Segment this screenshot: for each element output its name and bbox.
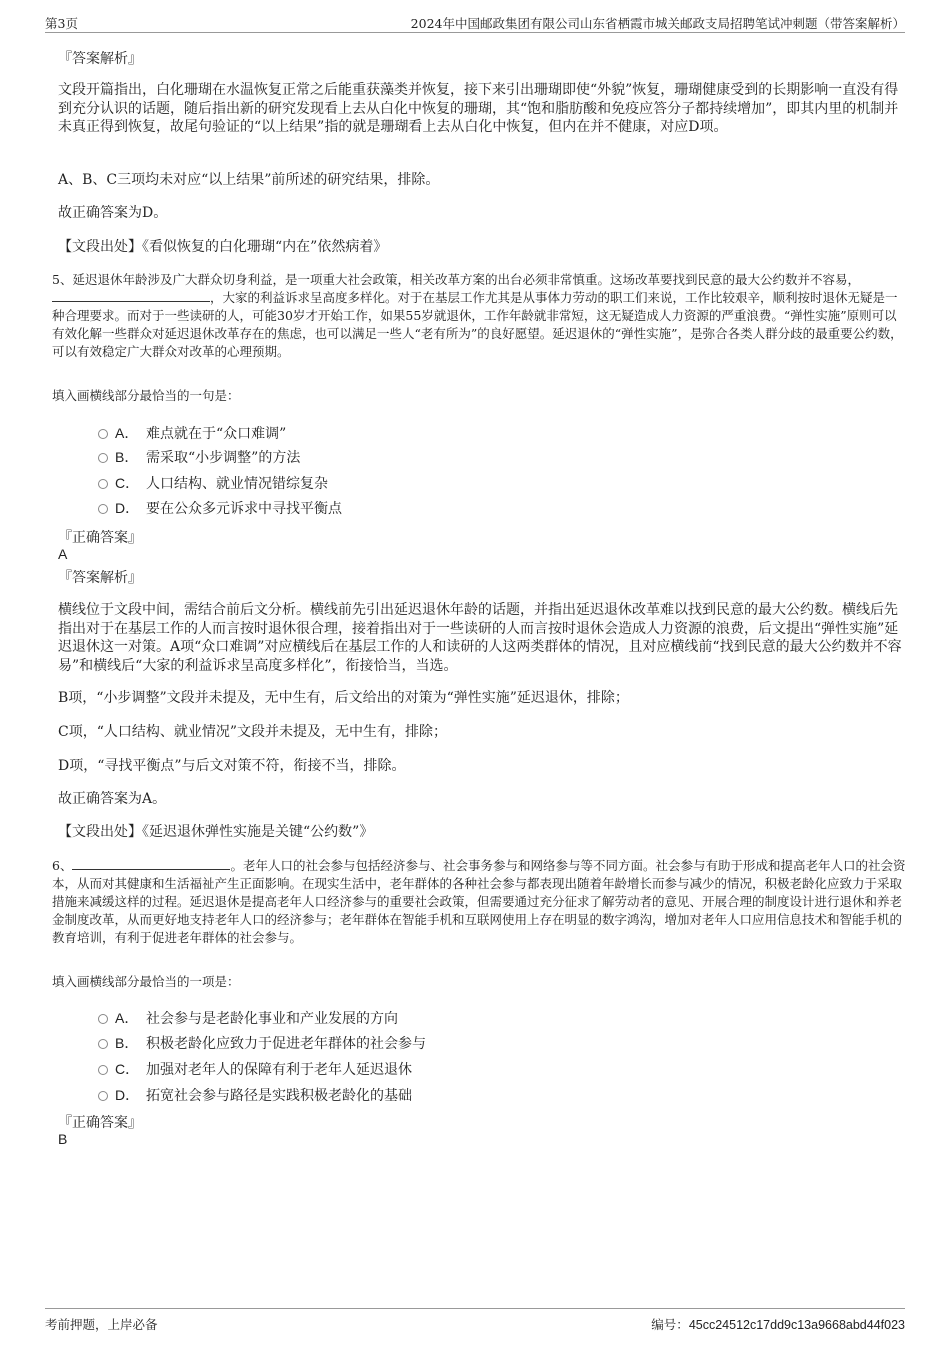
q5-answer: A — [58, 546, 68, 562]
q5-analysis-d: D项，“寻找平衡点”与后文对策不符，衔接不当，排除。 — [58, 758, 406, 774]
option-text: 需采取“小步调整”的方法 — [146, 450, 301, 466]
q5-option-d[interactable] — [98, 498, 342, 518]
q5-prompt: 填入画横线部分最恰当的一句是： — [52, 388, 240, 403]
option-text: 要在公众多元诉求中寻找平衡点 — [146, 501, 342, 517]
q5-option-c[interactable] — [98, 473, 328, 493]
code-label: 编号： — [651, 1317, 689, 1332]
option-text: 积极老龄化应致力于促进老年群体的社会参与 — [146, 1036, 426, 1052]
q6-answer-label: 『正确答案』 — [58, 1115, 142, 1131]
page-number: 第3页 — [45, 16, 78, 31]
option-key: B． — [115, 1035, 139, 1051]
radio-button-icon[interactable] — [98, 1039, 108, 1049]
q5-blank — [52, 289, 210, 302]
q5-analysis-b: B项，“小步调整”文段并未提及，无中生有，后文给出的对策为“弹性实施”延迟退休，排除； — [58, 690, 629, 706]
q5-analysis-main: 横线位于文段中间，需结合前后文分析。横线前先引出延迟退休年龄的话题，并指出延迟退休改革难以找到民意的最大公约数。横线后先指出对于在基层工作的人而言按时退休很合理，接着指出对于一些读研的人而言按时退休会造成人力资源的浪费，后文提出“弹性实施”延迟退休这一对策。A项“众口难调”对应横线后在基层工作的人和读研的人这两类群体的情况，且对应横线前“找到民意的最大公约数并不容易”和横线后“大家的利益诉求呈高度多样化”，衔接恰当，当选。 — [58, 602, 902, 674]
option-key: C． — [115, 1061, 140, 1077]
q5-analysis-c: C项，“人口结构、就业情况”文段并未提及，无中生有，排除； — [58, 724, 448, 740]
radio-button-icon[interactable] — [98, 504, 108, 514]
radio-button-icon[interactable] — [98, 1091, 108, 1101]
footer-slogan: 考前押题，上岸必备 — [45, 1317, 158, 1332]
q4-analysis-label: 『答案解析』 — [58, 51, 142, 67]
q6-option-b[interactable] — [98, 1033, 426, 1053]
q4-conclusion-text: 故正确答案为D。 — [58, 205, 168, 221]
q5-option-b[interactable] — [98, 447, 300, 467]
q6-option-d[interactable] — [98, 1085, 412, 1105]
q5-option-a[interactable] — [98, 423, 286, 443]
q6-option-a[interactable] — [98, 1008, 398, 1028]
q5-stem-part2: ，大家的利益诉求呈高度多样化。对于在基层工作尤其是从事体力劳动的职工们来说，工作比较艰辛，顺利按时退休无疑是一种合理要求。而对于一些读研的人，可能30岁才开始工作，如果55岁就退休，工作年龄就非常短，这无疑造成人力资源的严重浪费。“弹性实施”原则可以有效化解一些群众对延迟退休改革存在的焦虑，也可以满足一些人“老有所为”的良好愿望。延迟退休的“弹性实施”，是弥合各类人群分歧的最重要公约数，可以有效稳定广大群众对改革的心理预期。 — [52, 290, 903, 359]
page-footer — [45, 1308, 905, 1333]
option-text: 社会参与是老龄化事业和产业发展的方向 — [146, 1011, 398, 1027]
radio-button-icon[interactable] — [98, 429, 108, 439]
q5-source: 【文段出处】《延迟退休弹性实施是关键“公约数”》 — [58, 824, 374, 840]
q6-prompt: 填入画横线部分最恰当的一项是： — [52, 974, 240, 989]
option-key: A． — [115, 425, 139, 441]
radio-button-icon[interactable] — [98, 1065, 108, 1075]
option-text: 难点就在于“众口难调” — [146, 426, 287, 442]
q5-answer-label: 『正确答案』 — [58, 530, 142, 546]
q5-stem — [52, 271, 906, 361]
q6-answer: B — [58, 1131, 68, 1147]
q6-stem — [52, 857, 906, 947]
radio-button-icon[interactable] — [98, 479, 108, 489]
q5-conclusion: 故正确答案为A。 — [58, 791, 167, 807]
q4-analysis-text: 文段开篇指出，白化珊瑚在水温恢复正常之后能重获藻类并恢复，接下来引出珊瑚即使“外貌”恢复，珊瑚健康受到的长期影响一直没有得到充分认识的话题，随后指出新的研究发现看上去从白化中恢复的珊瑚，其“饱和脂肪酸和免疫应答分子都持续增加”，即其内里的机制并未真正得到恢复，故尾句验证的“以上结果”指的就是珊瑚看上去从白化中恢复，但内在并不健康，对应D项。 — [58, 82, 899, 135]
option-key: D． — [115, 1087, 140, 1103]
page-header — [45, 12, 905, 33]
document-code — [651, 1315, 905, 1333]
q5-stem-part1: 延迟退休年龄涉及广大群众切身利益，是一项重大社会政策，相关改革方案的出台必须非常慎重。这场改革要找到民意的最大公约数并不容易， — [72, 272, 860, 287]
option-key: C． — [115, 475, 140, 491]
q5-number: 5、 — [52, 272, 73, 287]
q4-analysis-paragraph — [58, 81, 906, 137]
q5-analysis-label: 『答案解析』 — [58, 570, 142, 586]
q6-number: 6、 — [52, 858, 73, 873]
option-text: 人口结构、就业情况错综复杂 — [146, 476, 328, 492]
q6-stem-text: 。老年人口的社会参与包括经济参与、社会事务参与和网络参与等不同方面。社会参与有助于形成和提高老年人口的社会资本，从而对其健康和生活福祉产生正面影响。在现实生活中，老年群体的各种社会参与都表现出随着年龄增长而参与减少的情况，积极老龄化应致力于采取措施来减缓这样的过程。延迟退休是提高老年人口经济参与的重要社会政策，但需要通过充分征求了解劳动者的意见、开展合理的制度设计进行退休和养老金制度改革，从而更好地支持老年人口的经济参与；老年群体在智能手机和互联网使用上存在明显的数字鸿沟，增加对老年人口应用信息技术和智能手机的教育培训，有利于促进老年群体的社会参与。 — [52, 858, 906, 945]
option-text: 拓宽社会参与路径是实践积极老龄化的基础 — [146, 1088, 412, 1104]
option-text: 加强对老年人的保障有利于老年人延迟退休 — [146, 1062, 412, 1078]
q6-option-c[interactable] — [98, 1059, 412, 1079]
q4-exclusion-text: A、B、C三项均未对应“以上结果”前所述的研究结果，排除。 — [58, 172, 440, 188]
radio-button-icon[interactable] — [98, 1014, 108, 1024]
q6-blank — [72, 857, 230, 870]
q4-source: 【文段出处】《看似恢复的白化珊瑚“内在”依然病着》 — [58, 239, 388, 255]
code-value: 45cc24512c17dd9c13a9668abd44f023 — [688, 1318, 905, 1332]
option-key: D． — [115, 500, 140, 516]
option-key: B． — [115, 449, 139, 465]
option-key: A． — [115, 1010, 139, 1026]
document-title: 2024年中国邮政集团有限公司山东省栖霞市城关邮政支局招聘笔试冲刺题（带答案解析） — [410, 16, 905, 31]
radio-button-icon[interactable] — [98, 453, 108, 463]
